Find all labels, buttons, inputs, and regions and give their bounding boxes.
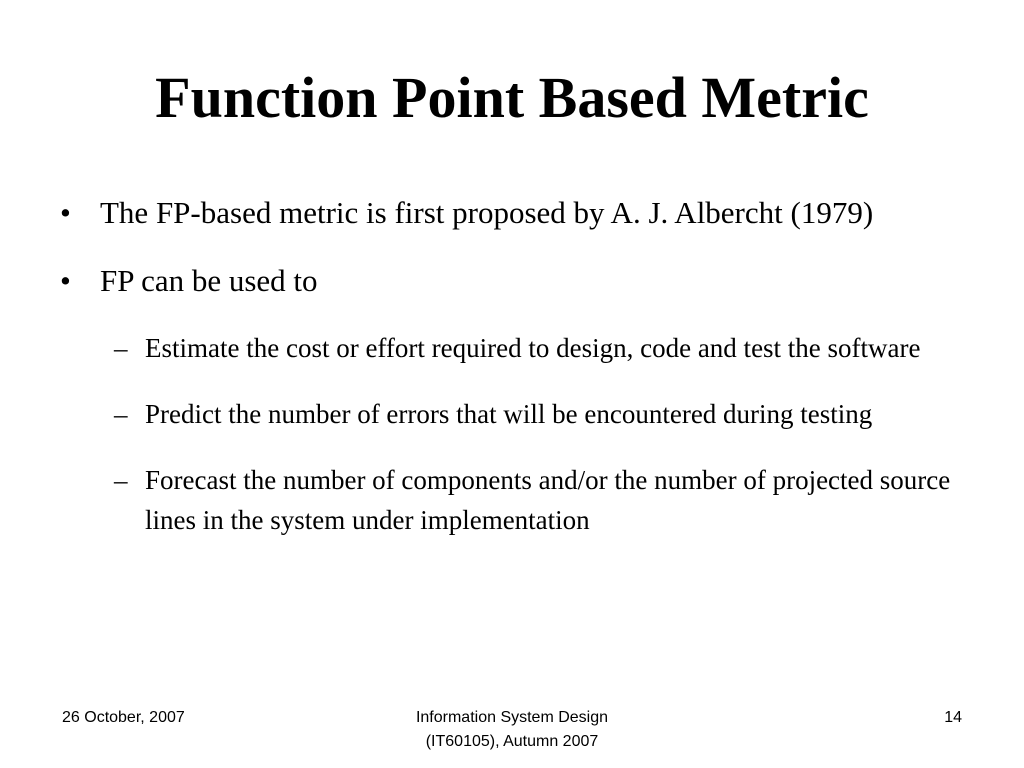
bullet-text: The FP-based metric is first proposed by A. J. Albercht (1979)	[100, 195, 874, 230]
footer-date: 26 October, 2007	[62, 709, 185, 726]
sub-bullet-text: Forecast the number of components and/or the number of projected source lines in the system under implementation	[145, 465, 951, 535]
slide-title: Function Point Based Metric	[155, 65, 869, 130]
slide-body	[56, 192, 966, 566]
dash-marker: –	[114, 465, 128, 495]
sub-bullet-item	[56, 394, 966, 434]
footer-course-line1: Information System Design	[415, 709, 609, 726]
sub-bullet-text: Predict the number of errors that will be encountered during testing	[145, 399, 873, 429]
footer-course	[312, 706, 712, 754]
footer-page-number: 14	[944, 709, 962, 726]
sub-bullet-text: Estimate the cost or effort required to design, code and test the software	[145, 333, 921, 363]
sub-bullet-list	[56, 328, 966, 540]
sub-bullet-item	[56, 328, 966, 368]
bullet-text: FP can be used to	[100, 263, 318, 298]
bullet-item	[56, 192, 966, 234]
sub-bullet-item	[56, 460, 966, 540]
footer-course-line2: (IT60105), Autumn 2007	[425, 733, 599, 750]
bullet-marker: •	[60, 195, 71, 230]
bullet-item	[56, 260, 966, 302]
dash-marker: –	[114, 333, 128, 363]
bullet-marker: •	[60, 263, 71, 298]
dash-marker: –	[114, 399, 128, 429]
